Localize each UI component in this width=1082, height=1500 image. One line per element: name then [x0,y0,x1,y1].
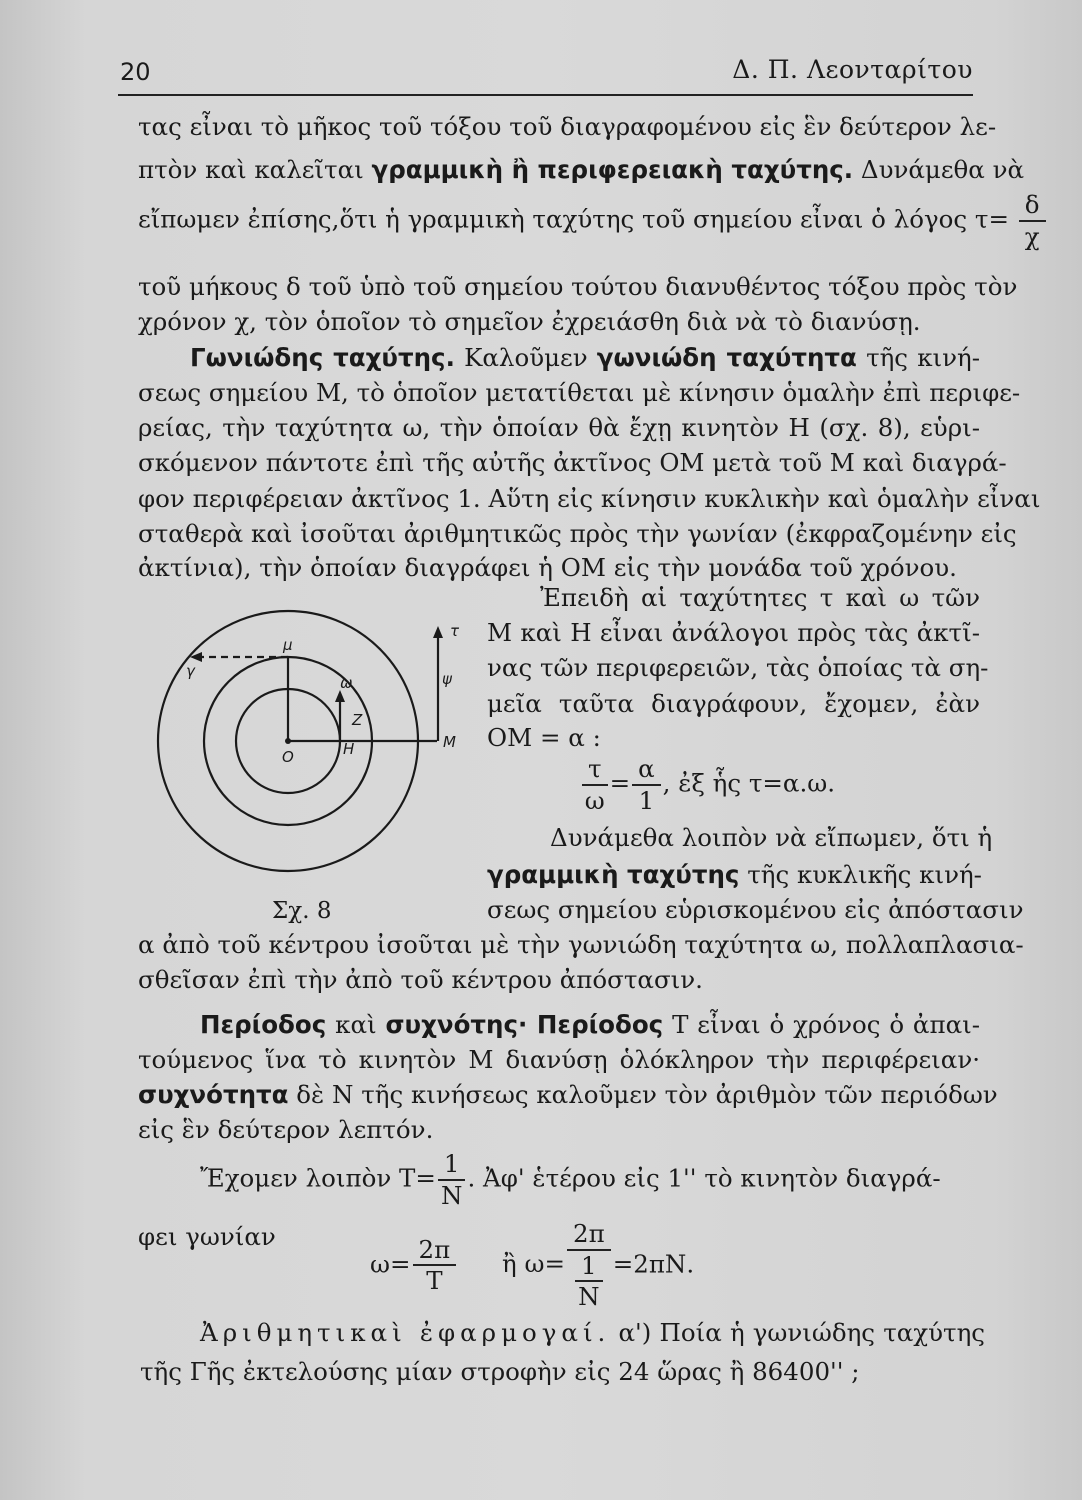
fraction-denominator: Ν [578,1282,600,1311]
fraction-numerator: 1 [438,1152,466,1181]
text-line: σταθερὰ καὶ ἰσοῦται ἀριθμητικῶς πρὸς τὴν γωνίαν (ἐκφραζομένην εἰς [138,519,1017,548]
text-line: σεως σημείου εὑρισκομένου εἰς ἀπόστασιν [487,895,1024,924]
text-line [200,1318,985,1348]
heading-numerical-applications: Ἀριθμητικαὶ ἐφαρμογαί. [200,1318,611,1347]
text-span: Ἔχομεν λοιπὸν Τ= [200,1163,436,1193]
text-line: σκόμενον πάντοτε ἐπὶ τῆς αὐτῆς ἀκτῖνος ΟΜ μετὰ τοῦ Μ καὶ διαγρά- [138,448,1007,477]
formula-line [138,1222,276,1252]
page-header [118,40,973,96]
label-o: Ο [282,748,294,766]
text-span: ἢ ω= [502,1249,565,1279]
text-span: α') Ποία ἡ γωνιώδης ταχύτης [618,1318,985,1347]
fraction-denominator: ω [584,785,605,815]
text-span: φει γωνίαν [138,1222,276,1251]
fraction-delta-chi [1019,190,1046,251]
text-line: τοῦ μήκους δ τοῦ ὑπὸ τοῦ σημείου τούτου διανυθέντος τόξου πρὸς τὸν [138,272,1018,301]
term-linear-velocity: γραμμικὴ ἢ περιφερειακὴ ταχύτης. [371,155,854,184]
term-linear-velocity: γραμμικὴ ταχύτης [487,860,740,889]
label-h: Η [343,740,355,758]
text-span: τῆς κυκλικῆς κινή- [747,860,982,889]
formula-line [200,1149,941,1210]
fraction-numerator: 1 [575,1254,603,1283]
fraction-2pi-over-one-over-n [567,1219,611,1311]
formula-line [580,754,836,815]
text-span: Τ εἶναι ὁ χρόνος ὁ ἀπαι- [672,1010,981,1039]
text-line [138,1080,998,1110]
text-line: ΟΜ = α : [487,723,601,752]
fraction-denominator: 1 [638,785,655,815]
label-mu: μ [283,636,293,654]
running-head-author: Δ. Π. Λεονταρίτου [732,55,973,84]
text-span: . Ἀφ' ἑτέρου εἰς 1'' τὸ κινητὸν διαγρά- [467,1163,941,1193]
fraction-denominator: Ν [440,1180,463,1210]
label-psi: ψ [442,670,452,688]
text-line: ἀκτίνια), τὴν ὁποίαν διαγράφει ἡ ΟΜ εἰς τὴν μονάδα τοῦ χρόνου. [138,553,957,582]
text-line: Μ καὶ Η εἶναι ἀνάλογοι πρὸς τὰς ἀκτῖ- [487,618,980,647]
text-line: Ἐπειδὴ αἱ ταχύτητες τ καὶ ω τῶν [540,583,980,612]
text-span: δὲ Ν τῆς κινήσεως καλοῦμεν τὸν ἀριθμὸν τῶν περιόδων [296,1080,998,1109]
figure-caption: Σχ. 8 [272,898,332,924]
text-line [190,343,980,373]
heading-angular-velocity: Γωνιώδης ταχύτης. [190,343,455,372]
term-frequency: συχνότητα [138,1080,289,1109]
label-z: Ζ [352,711,363,729]
formula-line [370,1219,695,1311]
text-line: μεῖα ταῦτα διαγράφουν, ἔχομεν, ἐὰν [487,689,980,718]
fraction-numerator: 2π [413,1238,457,1267]
text-span: , ἐξ ἧς τ=α.ω. [662,768,836,798]
term-angular-velocity: γωνιώδη ταχύτητα [596,343,857,372]
text-span: τῆς κινή- [866,343,980,372]
text-line: ρείας, τὴν ταχύτητα ω, τὴν ὁποίαν θὰ ἔχῃ κινητὸν Η (σχ. 8), εὑρι- [138,413,980,442]
fraction-numerator: α [632,757,661,786]
tau-arrowhead [433,626,443,638]
text-span: Καλοῦμεν [464,343,588,372]
text-line: Δυνάμεθα λοιπὸν νὰ εἴπωμεν, ὅτι ἡ [550,823,993,852]
text-line [200,1010,980,1040]
fraction-numerator: 2π [567,1222,611,1251]
label-omega: ω [340,674,353,692]
text-line: χρόνον χ, τὸν ὁποῖον τὸ σημεῖον ἐχρειάσθη διὰ νὰ τὸ διανύσῃ. [138,307,921,336]
page-number: 20 [120,58,151,86]
text-span: καὶ [335,1010,377,1039]
text-span: Δυνάμεθα νὰ [860,155,1025,184]
label-m: Μ [443,733,456,751]
text-span: εἴπωμεν ἐπίσης,ὅτι ἡ γραμμικὴ ταχύτης τοῦ σημείου εἶναι ὁ λόγος τ= [138,204,1009,234]
label-gamma: γ [186,662,195,680]
text-line [138,155,1025,185]
figure-8-diagram [140,600,470,900]
fraction-tau-omega [582,754,608,815]
text-line: σθεῖσαν ἐπὶ τὴν ἀπὸ τοῦ κέντρου ἀπόστασιν. [138,965,703,994]
text-line: νας τῶν περιφερειῶν, τὰς ὁποίας τὰ ση- [487,653,989,682]
text-line: τῆς Γῆς ἐκτελούσης μίαν στροφὴν εἰς 24 ὥρας ἢ 86400'' ; [140,1357,860,1386]
text-line: φον περιφέρειαν ἀκτῖνος 1. Αὕτη εἰς κίνησιν κυκλικὴν καὶ ὁμαλὴν εἶναι [138,484,1041,513]
fraction-denominator: χ [1024,221,1040,251]
text-line: α ἀπὸ τοῦ κέντρου ἰσοῦται μὲ τὴν γωνιώδη ταχύτητα ω, πολλαπλασια- [138,930,1024,959]
fraction-one-n [438,1149,466,1210]
text-line: τούμενος ἵνα τὸ κινητὸν Μ διανύσῃ ὁλόκληρον τὴν περιφέρειαν· [138,1045,980,1074]
equals-sign: = [609,768,631,798]
text-span: ω= [370,1249,411,1279]
text-line [138,190,1048,251]
text-line [487,860,980,890]
fraction-alpha-one [632,754,661,815]
fraction-denominator: Τ [426,1266,443,1296]
label-tau: τ [450,622,460,640]
fraction-one-n-inner [575,1250,603,1311]
fraction-numerator: τ [582,757,608,786]
heading-frequency: συχνότης· Περίοδος [385,1010,664,1039]
fraction-denominator [567,1251,611,1310]
text-line: εἰς ἓν δεύτερον λεπτόν. [138,1115,434,1144]
text-line: σεως σημείου Μ, τὸ ὁποῖον μετατίθεται μὲ κίνησιν ὁμαλὴν ἐπὶ περιφε- [138,378,1021,407]
fraction-numerator: δ [1019,193,1046,222]
text-span: =2πΝ. [612,1249,695,1279]
text-line: τας εἶναι τὸ μῆκος τοῦ τόξου τοῦ διαγραφομένου εἰς ἓν δεύτερον λε- [138,112,997,141]
fraction-2pi-t [413,1234,457,1296]
text-span: πτὸν καὶ καλεῖται [138,155,364,184]
heading-period: Περίοδος [200,1010,327,1039]
